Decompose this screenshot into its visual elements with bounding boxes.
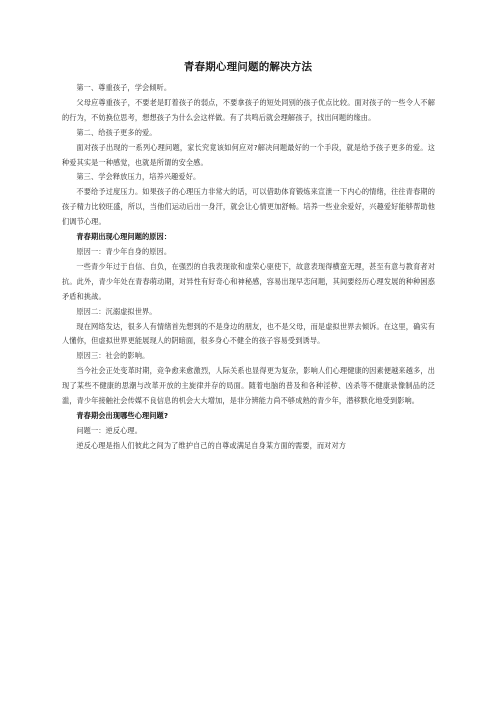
paragraph-8: 原因一：青少年自身的原因。 [76,246,172,256]
paragraph-12: 原因三：社会的影响。 [76,351,150,361]
paragraph-5: 第三、学会释放压力，培养兴趣爱好。 [76,172,201,182]
paragraph-15: 问题一：逆反心理。 [76,425,142,435]
document-body [62,81,435,454]
section-heading-problems: 青春期会出现哪些心理问题? [76,410,169,420]
paragraph-3: 第二、给孩子更多的爱。 [76,127,157,137]
paragraph-6: 不要给予过度压力。如果孩子的心理压力非常大的话，可以借助体育锻炼来宣泄一下内心的情绪，往往青春期的孩子精力比较旺盛，所以，当他们运动后出一身汗，就会让心情更加舒畅。培养一些业余爱好，兴趣爱好能够帮助他们调节心理。 [62,187,435,227]
paragraph-10: 原因二：沉溺虚拟世界。 [76,306,157,316]
section-heading-causes: 青春期出现心理问题的原因： [76,232,172,242]
paragraph-2: 父母应尊重孩子，不要老是盯着孩子的弱点，不要拿孩子的短处同别的孩子优点比较。面对孩子的一些令人不解的行为，不妨换位思考，想想孩子为什么会这样做。有了共鸣后就会理解孩子，找出问题的缘由。 [62,97,435,122]
paragraph-13: 当今社会正处变革时期，竞争愈来愈激烈，人际关系也显得更为复杂，影响人们心理健康的因素便越来越多，出现了某些不健康的思潮与改革开放的主旋律并存的局面。随着电脑的普及和各种淫秽、凶杀等不健康录像制品的泛滥，青少年接触社会传媒不良信息的机会大大增加，是非分辨能力尚不够成熟的青少年，潜移默化地受到影响。 [62,366,435,406]
paragraph-4: 面对孩子出现的一系列心理问题，家长究竟该如何应对?解决问题最好的一个手段，就是给予孩子更多的爱。这种爱其实是一种感觉，也就是所谓的安全感。 [62,142,435,167]
paragraph-9: 一些青少年过于自信、自负，在强烈的自我表现欲和虚荣心驱使下，故意表现得横蛮无理，甚至有意与教育者对抗。此外，青少年处在青春萌动期，对异性有好奇心和神秘感，容易出现早恋问题，其间要经历心理发展的种种困惑矛盾和挑战。 [62,261,435,301]
paragraph-16: 逆反心理是指人们彼此之间为了维护自己的自尊或满足自身某方面的需要，而对对方 [76,440,347,450]
paragraph-11: 现在网络发达，很多人有情绪首先想到的不是身边的朋友，也不是父母，而是虚拟世界去倾诉。在这里，确实有人懂你，但虚拟世界更能展现人的阴暗面，很多身心不健全的孩子容易受到诱导。 [62,321,435,346]
paragraph-1: 第一、尊重孩子，学会倾听。 [76,83,172,92]
document-title: 青春期心理问题的解决方法 [183,61,313,73]
